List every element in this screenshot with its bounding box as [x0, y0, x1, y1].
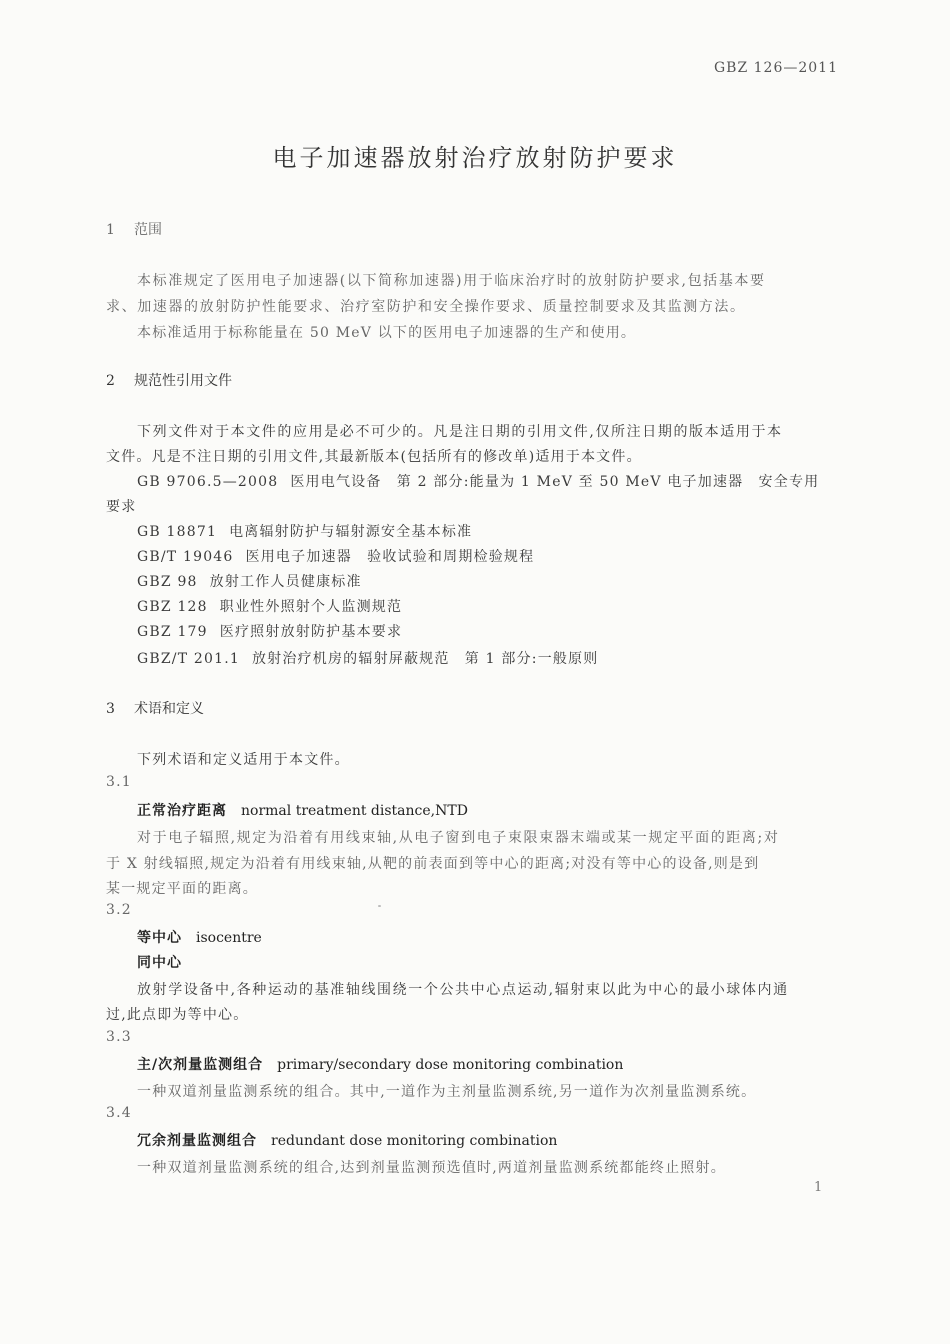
term-heading [137, 1054, 623, 1074]
section-number: 2 [106, 373, 115, 389]
document-title: 电子加速器放射治疗放射防护要求 [272, 144, 678, 172]
term-english: primary/secondary dose monitoring combination [277, 1057, 624, 1073]
reference-code: GBZ/T 201.1 [137, 651, 240, 667]
reference-code: GBZ 179 [137, 624, 208, 640]
section-title: 范围 [134, 222, 162, 238]
reference-code: GB 18871 [137, 524, 218, 540]
reference-title: 放射治疗机房的辐射屏蔽规范 第 1 部分:一般原则 [251, 651, 599, 667]
reference-item [137, 521, 472, 541]
section-title: 规范性引用文件 [134, 373, 232, 389]
reference-item [137, 571, 362, 591]
term-english: normal treatment distance,NTD [241, 803, 468, 819]
paragraph-line: 本标准适用于标称能量在 50 MeV 以下的医用电子加速器的生产和使用。 [137, 325, 637, 341]
section-number: 1 [106, 222, 115, 238]
definition-line: 某一规定平面的距离。 [106, 881, 258, 897]
term-alternative [137, 952, 182, 972]
paragraph-line: 本标准规定了医用电子加速器(以下简称加速器)用于临床治疗时的放射防护要求,包括基本要 [137, 273, 766, 289]
paragraph-line: 下列术语和定义适用于本文件。 [137, 752, 350, 768]
term-english: redundant dose monitoring combination [271, 1133, 558, 1149]
reference-item [137, 621, 402, 641]
standard-code: GBZ 126—2011 [714, 60, 838, 76]
definition-line: 对于电子辐照,规定为沿着有用线束轴,从电子窗到电子束限束器末端或某一规定平面的距离;对 [137, 830, 780, 846]
definition-line: 放射学设备中,各种运动的基准轴线围绕一个公共中心点运动,辐射束以此为中心的最小球体内通 [137, 982, 789, 998]
section-title: 术语和定义 [134, 701, 204, 717]
scan-speck [378, 905, 381, 907]
reference-code: GB/T 19046 [137, 549, 234, 565]
term-heading [137, 800, 468, 820]
reference-code: GB 9706.5—2008 [137, 474, 279, 490]
page-number: 1 [814, 1180, 823, 1195]
section-2-heading [106, 370, 232, 390]
reference-item [137, 648, 599, 668]
term-chinese: 正常治疗距离 [137, 803, 227, 819]
term-number: 3.4 [106, 1105, 132, 1121]
reference-continuation: 要求 [106, 499, 137, 515]
reference-title: 医用电子加速器 验收试验和周期检验规程 [245, 549, 535, 565]
reference-item [137, 596, 402, 616]
reference-title: 医疗照射放射防护基本要求 [219, 624, 403, 640]
term-chinese-alt: 同中心 [137, 955, 182, 971]
definition-line: 一种双道剂量监测系统的组合。其中,一道作为主剂量监测系统,另一道作为次剂量监测系统。 [137, 1084, 757, 1100]
term-number: 3.3 [106, 1029, 132, 1045]
reference-title: 放射工作人员健康标准 [209, 574, 362, 590]
reference-title: 电离辐射防护与辐射源安全基本标准 [229, 524, 473, 540]
paragraph-line: 文件。凡是不注日期的引用文件,其最新版本(包括所有的修改单)适用于本文件。 [106, 449, 642, 465]
paragraph-line: 下列文件对于本文件的应用是必不可少的。凡是注日期的引用文件,仅所注日期的版本适用于本 [137, 424, 783, 440]
term-heading [137, 927, 262, 947]
definition-line: 一种双道剂量监测系统的组合,达到剂量监测预选值时,两道剂量监测系统都能终止照射。 [137, 1160, 726, 1176]
paragraph-line: 求、加速器的放射防护性能要求、治疗室防护和安全操作要求、质量控制要求及其监测方法。 [106, 299, 746, 315]
definition-line: 过,此点即为等中心。 [106, 1007, 249, 1023]
section-number: 3 [106, 701, 115, 717]
reference-code: GBZ 128 [137, 599, 208, 615]
definition-line: 于 X 射线辐照,规定为沿着有用线束轴,从靶的前表面到等中心的距离;对没有等中心的设备,则是到 [106, 856, 760, 872]
term-number: 3.2 [106, 902, 132, 918]
term-chinese: 等中心 [137, 930, 182, 946]
section-1-heading [106, 219, 162, 239]
reference-item [137, 546, 534, 566]
term-english: isocentre [196, 930, 262, 946]
section-3-heading [106, 698, 204, 718]
term-chinese: 主/次剂量监测组合 [137, 1057, 264, 1073]
reference-item [137, 471, 819, 491]
term-heading [137, 1130, 557, 1150]
reference-code: GBZ 98 [137, 574, 198, 590]
reference-title: 职业性外照射个人监测规范 [219, 599, 403, 615]
reference-title: 医用电气设备 第 2 部分:能量为 1 MeV 至 50 MeV 电子加速器 安全专用 [290, 474, 820, 490]
term-number: 3.1 [106, 774, 132, 790]
term-chinese: 冗余剂量监测组合 [137, 1133, 257, 1149]
